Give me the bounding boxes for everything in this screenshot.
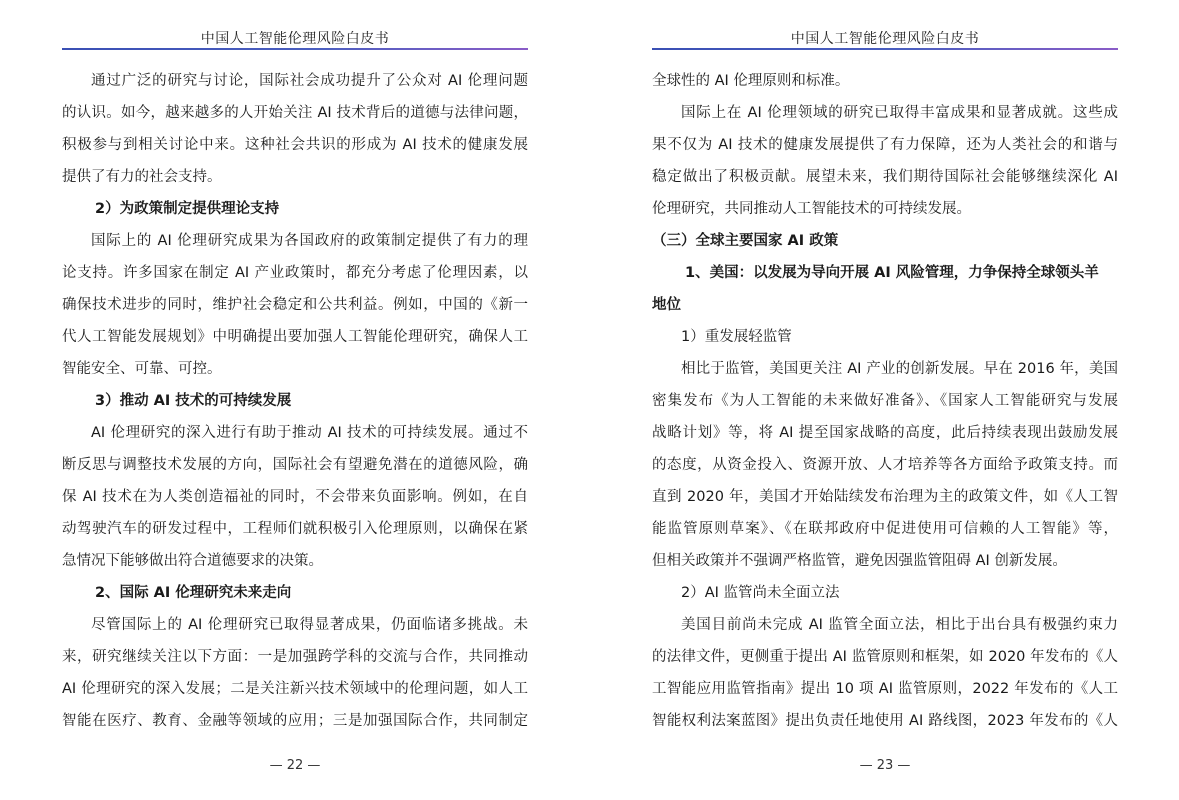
text-line: 的认识。如今，越来越多的人开始关注 AI 技术背后的道德与法律问题，	[62, 105, 528, 121]
page-number: — 22 —	[269, 758, 321, 773]
text-line: 1）重发展轻监管	[681, 329, 792, 345]
text-line: 论支持。许多国家在制定 AI 产业政策时，都充分考虑了伦理因素，以	[62, 265, 528, 281]
text-line: 提供了有力的社会支持。	[62, 169, 222, 185]
text-line: 稳定做出了积极贡献。展望未来，我们期待国际社会能够继续深化 AI	[652, 169, 1118, 185]
section-heading: 2、国际 AI 伦理研究未来走向	[95, 585, 292, 601]
section-heading: 2）为政策制定提供理论支持	[95, 201, 280, 217]
page-body	[62, 65, 528, 737]
text-line: 果不仅为 AI 技术的健康发展提供了有力保障，还为人类社会的和谐与	[652, 137, 1118, 153]
section-heading: 地位	[652, 297, 681, 313]
text-line: 美国目前尚未完成 AI 监管全面立法，相比于出台具有极强约束力	[681, 617, 1118, 633]
text-line: 但相关政策并不强调严格监管，避免因强监管阻碍 AI 创新发展。	[652, 553, 1067, 569]
text-line: 代人工智能发展规划》中明确提出要加强人工智能伦理研究，确保人工	[62, 329, 528, 345]
text-line: 通过广泛的研究与讨论，国际社会成功提升了公众对 AI 伦理问题	[91, 73, 528, 89]
text-line: 2）AI 监管尚未全面立法	[681, 585, 840, 601]
header-rule	[62, 48, 528, 50]
text-line: 急情况下能够做出符合道德要求的决策。	[62, 553, 323, 569]
text-line: AI 伦理研究的深入进行有助于推动 AI 技术的可持续发展。通过不	[91, 425, 528, 441]
text-line: 全球性的 AI 伦理原则和标准。	[652, 73, 850, 89]
text-line: 智能安全、可靠、可控。	[62, 361, 222, 377]
page-header: 中国人工智能伦理风险白皮书	[200, 31, 390, 47]
text-line: 动驾驶汽车的研发过程中，工程师们就积极引入伦理原则，以确保在紧	[62, 521, 528, 537]
page-body	[652, 65, 1118, 737]
page-number: — 23 —	[859, 758, 911, 773]
text-line: 尽管国际上的 AI 伦理研究已取得显著成果，仍面临诸多挑战。未	[91, 617, 528, 633]
text-line: 积极参与到相关讨论中来。这种社会共识的形成为 AI 技术的健康发展	[62, 137, 528, 153]
text-line: 智能在医疗、教育、金融等领域的应用；三是加强国际合作，共同制定	[62, 713, 528, 729]
text-line: 来，研究继续关注以下方面：一是加强跨学科的交流与合作，共同推动	[62, 649, 528, 665]
text-line: 相比于监管，美国更关注 AI 产业的创新发展。早在 2016 年，美国	[681, 361, 1118, 377]
right-page	[590, 0, 1179, 800]
text-line: 的态度，从资金投入、资源开放、人才培养等各方面给予政策支持。而	[652, 457, 1118, 473]
text-line: 伦理研究，共同推动人工智能技术的可持续发展。	[652, 201, 971, 217]
text-line: 断反思与调整技术发展的方向，国际社会有望避免潜在的道德风险，确	[62, 457, 528, 473]
section-heading: 1、美国：以发展为导向开展 AI 风险管理，力争保持全球领头羊	[685, 265, 1099, 281]
text-line: 密集发布《为人工智能的未来做好准备》、《国家人工智能研究与发展	[652, 393, 1118, 409]
page-header: 中国人工智能伦理风险白皮书	[790, 31, 980, 47]
text-line: 直到 2020 年，美国才开始陆续发布治理为主的政策文件，如《人工智	[652, 489, 1118, 505]
text-line: 能监管原则草案》、《在联邦政府中促进使用可信赖的人工智能》等，	[652, 521, 1118, 537]
text-line: 战略计划》等，将 AI 提至国家战略的高度，此后持续表现出鼓励发展	[652, 425, 1118, 441]
text-line: 国际上在 AI 伦理领域的研究已取得丰富成果和显著成就。这些成	[681, 105, 1118, 121]
text-line: 保 AI 技术在为人类创造福祉的同时，不会带来负面影响。例如，在自	[62, 489, 528, 505]
text-line: 国际上的 AI 伦理研究成果为各国政府的政策制定提供了有力的理	[91, 233, 528, 249]
section-heading: 3）推动 AI 技术的可持续发展	[95, 393, 292, 409]
section-heading: （三）全球主要国家 AI 政策	[652, 233, 839, 249]
text-line: AI 伦理研究的深入发展；二是关注新兴技术领域中的伦理问题，如人工	[62, 681, 528, 697]
text-line: 智能权利法案蓝图》提出负责任地使用 AI 路线图，2023 年发布的《人	[652, 713, 1118, 729]
header-rule	[652, 48, 1118, 50]
text-line: 确保技术进步的同时，维护社会稳定和公共利益。例如，中国的《新一	[62, 297, 528, 313]
text-line: 工智能应用监管指南》提出 10 项 AI 监管原则，2022 年发布的《人工	[652, 681, 1118, 697]
text-line: 的法律文件，更侧重于提出 AI 监管原则和框架，如 2020 年发布的《人	[652, 649, 1118, 665]
